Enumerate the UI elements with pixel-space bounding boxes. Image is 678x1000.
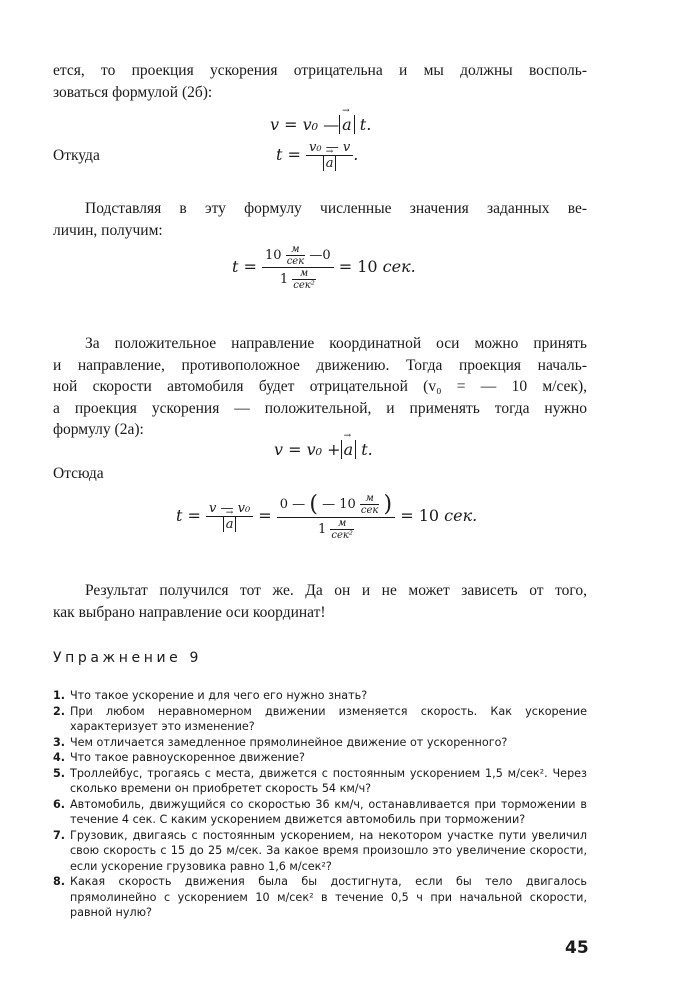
unit-fraction [360,493,380,516]
exercise-list [53,688,587,921]
exercise-item [53,874,587,921]
value-tail: —0 [309,248,331,263]
vector-a: → a [342,115,352,134]
exercise-number: 3. [53,735,66,749]
formula-t: t. [361,440,373,459]
unit-num: м [292,268,316,280]
exercise-number: 6. [53,797,66,811]
fraction [306,140,353,171]
exercise-text: Автомобиль, движущийся со скоростью 36 км/ч, останавливается при торможении в течение 4 сек. С каким ускорением движется автомобиль при торможении? [70,797,587,826]
formula-lhs: v = v₀ — [270,115,340,134]
formula-t-from-v [276,140,358,171]
formula-rhs: = 10 [400,506,440,525]
exercise-item [53,797,587,828]
vector-a: → a [226,517,234,532]
formula-rhs: = 10 [338,257,378,276]
paragraph-3 [53,333,587,441]
formula-numeric-2 [176,492,477,541]
paragraph-line: зоваться формулой (2б): [53,83,213,101]
paren-left: ( [309,492,318,517]
exercise-text: Что такое равноускоренное движение? [70,751,305,764]
formula-lhs: t = [176,506,201,525]
abs-a [339,115,355,134]
vector-a: → a [326,156,334,171]
formula-end: . [353,145,359,164]
exercise-item [53,750,587,766]
paragraph-line: личин, получим: [53,221,163,239]
paragraph-line: и направление, противоположное движению. Тогда проекция началь- [53,356,587,374]
unit-num: м [360,493,380,505]
unit-den: сек² [331,530,353,541]
fraction-numerator: v — v₀ [206,501,253,517]
formula-lhs: t = [276,145,301,164]
abs-a [323,156,337,171]
label-otsyuda: Отсюда [53,465,104,482]
unit-num: м [286,244,306,256]
fraction [277,492,395,541]
exercise-item [53,704,587,735]
value-inner: — 10 [322,497,356,512]
paragraph-line: а проекция ускорения — положительной, и применять тогда нужно [53,399,587,417]
equals: = [258,506,272,525]
unit-fraction [286,244,306,267]
exercise-item [53,688,587,704]
paragraph-4 [53,580,587,623]
formula-t: t. [359,115,372,134]
fraction-denominator [277,518,395,541]
paren-right: ) [383,492,393,517]
unit-den: сек [360,505,379,516]
value: 0 — [279,497,306,512]
formula-v-minus [270,115,371,134]
paragraph-line: Результат получился тот же. Да он и не может зависеть от того, [85,582,587,599]
page-number: 45 [565,938,589,958]
exercise-title: Упражнение 9 [53,650,202,666]
value: 10 [265,248,282,263]
exercise-number: 5. [53,766,66,780]
formula-v-plus [274,440,373,459]
vector-a: → a [344,440,354,459]
unit-den: сек [286,256,305,267]
paragraph-1 [53,60,587,103]
paragraph-2 [53,198,587,241]
exercise-text: Чем отличается замедленное прямолинейное движение от ускоренного? [70,735,508,749]
exercise-number: 2. [53,704,66,718]
fraction-denominator [206,517,253,532]
exercise-text: При любом неравномерном движении изменяется скорость. Как ускорение характеризует это изменение? [70,704,587,733]
paragraph-line: За положительное направление координатной оси можно принять [85,335,587,352]
paragraph-line: Подставляя в эту формулу численные значения заданных ве- [85,200,587,217]
exercise-text: Какая скорость движения была бы достигнута, если бы тело двигалось прямолинейно с ускорением 10 м/сек² в течение 0,5 ч при начальной скорости, равной нулю? [70,875,587,919]
exercise-item [53,766,587,797]
formula-lhs: t = [232,257,257,276]
unit-den: сек² [293,280,315,291]
unit-fraction [292,268,316,291]
fraction-numerator [277,492,395,518]
formula-lhs: v = v₀ + [274,440,341,459]
unit-fraction [330,518,354,541]
abs-a [341,440,357,459]
formula-numeric-1 [232,244,416,291]
value: 1 [317,522,327,537]
label-otkuda: Откуда [53,147,100,164]
exercise-number: 8. [53,875,66,888]
exercise-text: Троллейбус, трогаясь с места, движется с постоянным ускорением 1,5 м/сек². Через сколько времени он приобретет скорость 54 км/ч? [70,766,587,795]
exercise-text: Что такое ускорение и для чего его нужно знать? [70,689,368,702]
abs-a [223,517,237,532]
fraction-denominator [262,268,334,291]
paragraph-line: ется, то проекция ускорения отрицательна и мы должны восполь- [53,62,587,79]
paragraph-line: формулу (2а): [53,421,144,438]
formula-unit: сек. [444,506,478,525]
paragraph-line: ной скорости автомобиля будет отрицательной (v₀ = — 10 м/сек), [53,378,587,395]
fraction-numerator: v₀ — v [306,140,353,156]
unit-num: м [330,518,354,530]
exercise-number: 4. [53,751,66,764]
fraction-denominator [306,156,353,171]
paragraph-line: как выбрано направление оси координат! [53,603,326,621]
fraction [206,501,253,532]
exercise-item [53,735,587,751]
exercise-item [53,828,587,875]
value: 1 [279,272,289,287]
exercise-number: 7. [53,828,66,842]
fraction [262,244,334,291]
formula-unit: сек. [382,257,416,276]
fraction-numerator [262,244,334,268]
exercise-text: Грузовик, двигаясь с постоянным ускорением, на некотором участке пути увеличил свою скорость с 15 до 25 м/сек. За какое время произошло это увеличение скорости, если ускорение грузовика равно 1,6 м/сек²? [70,828,587,873]
exercise-number: 1. [53,689,66,702]
